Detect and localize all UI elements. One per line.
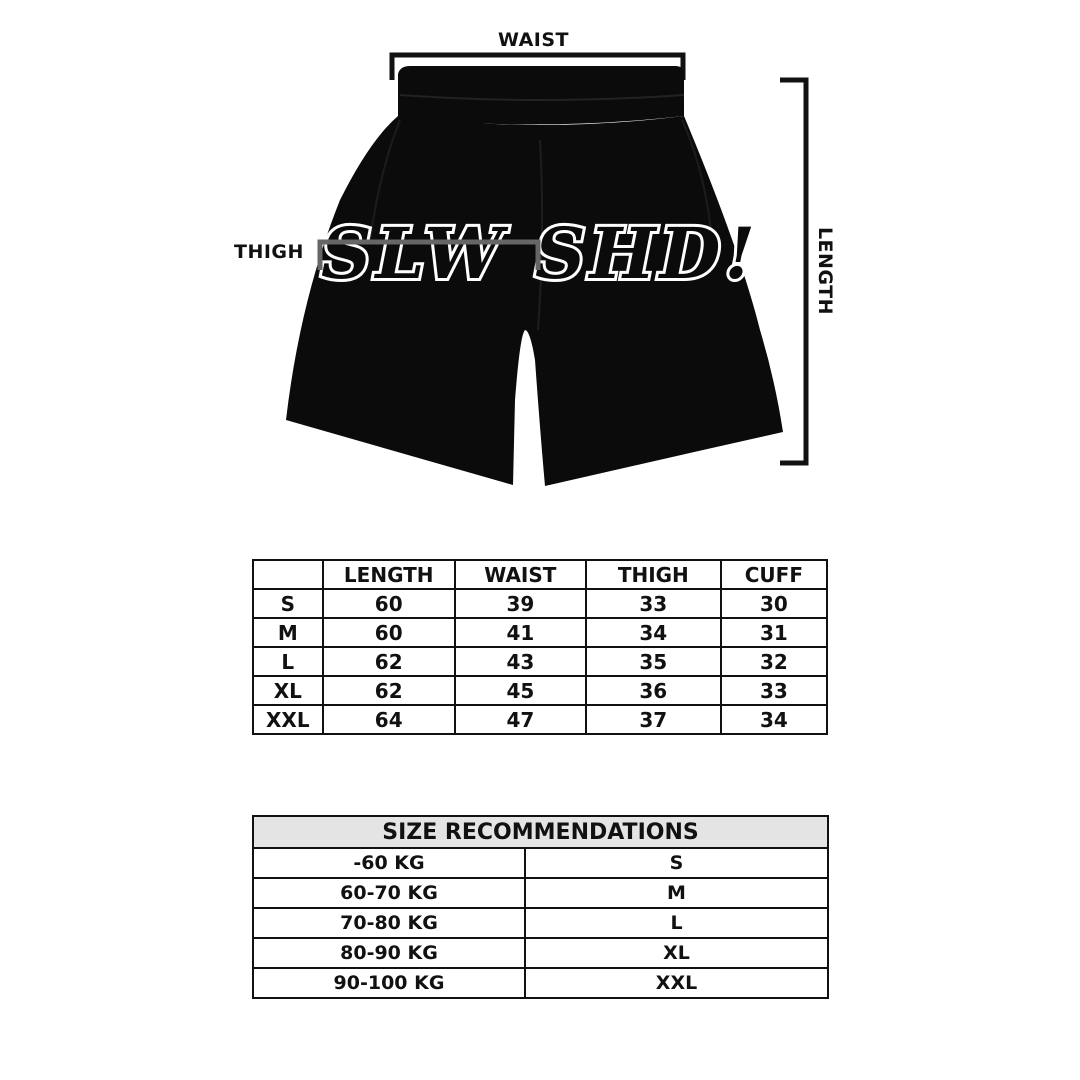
waist-cell: 47 [455, 705, 586, 734]
table-row [253, 908, 828, 938]
weight-range-cell: 60-70 KG [253, 878, 525, 908]
size-cell: XL [253, 676, 323, 705]
table-row [253, 848, 828, 878]
cuff-cell: 30 [721, 589, 827, 618]
header-thigh: THIGH [586, 560, 721, 589]
recommended-size-cell: XXL [525, 968, 828, 998]
size-cell: L [253, 647, 323, 676]
size-recommendations-table [252, 815, 829, 999]
waist-cell: 45 [455, 676, 586, 705]
length-cell: 60 [323, 589, 455, 618]
length-cell: 62 [323, 676, 455, 705]
header-empty [253, 560, 323, 589]
table-row [253, 705, 827, 734]
header-cuff: CUFF [721, 560, 827, 589]
recommendations-title: SIZE RECOMMENDATIONS [253, 816, 828, 848]
shorts-print: SLW SHD! [320, 212, 760, 295]
size-cell: S [253, 589, 323, 618]
table-row [253, 589, 827, 618]
weight-range-cell: -60 KG [253, 848, 525, 878]
recommended-size-cell: S [525, 848, 828, 878]
waist-cell: 43 [455, 647, 586, 676]
size-chart-header [253, 560, 827, 589]
cuff-cell: 31 [721, 618, 827, 647]
cuff-cell: 34 [721, 705, 827, 734]
size-chart-table [252, 559, 828, 735]
table-row [253, 647, 827, 676]
thigh-label: THIGH [234, 241, 304, 263]
cuff-cell: 33 [721, 676, 827, 705]
table-row [253, 676, 827, 705]
waist-cell: 39 [455, 589, 586, 618]
cuff-cell: 32 [721, 647, 827, 676]
waist-cell: 41 [455, 618, 586, 647]
thigh-cell: 34 [586, 618, 721, 647]
recommendations-header [253, 816, 828, 848]
table-row [253, 968, 828, 998]
thigh-cell: 33 [586, 589, 721, 618]
thigh-cell: 35 [586, 647, 721, 676]
thigh-cell: 36 [586, 676, 721, 705]
recommended-size-cell: XL [525, 938, 828, 968]
waist-label: WAIST [498, 29, 570, 51]
header-waist: WAIST [455, 560, 586, 589]
length-bracket [780, 80, 806, 463]
table-row [253, 618, 827, 647]
length-cell: 64 [323, 705, 455, 734]
size-cell: M [253, 618, 323, 647]
shorts-diagram [0, 0, 1080, 520]
table-row [253, 938, 828, 968]
length-cell: 60 [323, 618, 455, 647]
recommended-size-cell: L [525, 908, 828, 938]
header-length: LENGTH [323, 560, 455, 589]
weight-range-cell: 70-80 KG [253, 908, 525, 938]
weight-range-cell: 90-100 KG [253, 968, 525, 998]
table-row [253, 878, 828, 908]
length-cell: 62 [323, 647, 455, 676]
weight-range-cell: 80-90 KG [253, 938, 525, 968]
size-cell: XXL [253, 705, 323, 734]
recommended-size-cell: M [525, 878, 828, 908]
length-label: LENGTH [814, 226, 836, 316]
thigh-cell: 37 [586, 705, 721, 734]
